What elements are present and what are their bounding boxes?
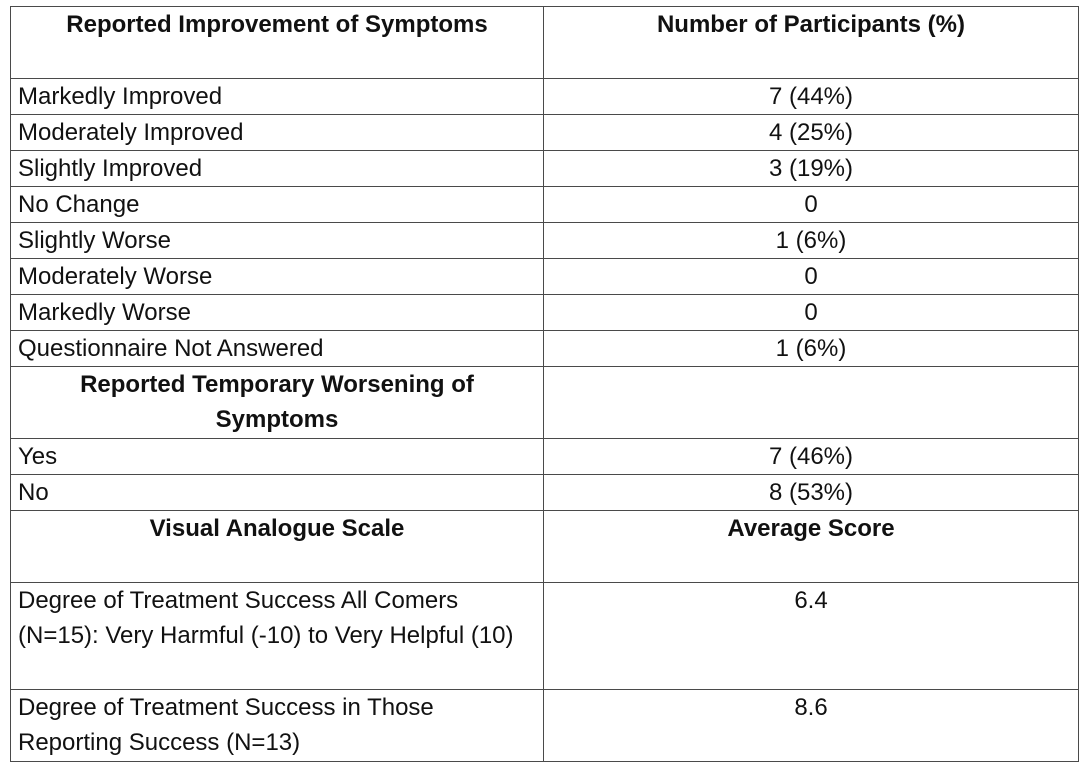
section-header: Visual Analogue Scale xyxy=(11,511,544,583)
row-label: Moderately Worse xyxy=(11,259,544,295)
row-value: 6.4 xyxy=(544,583,1079,690)
row-label: Markedly Improved xyxy=(11,79,544,115)
table-row xyxy=(11,259,1079,295)
table-row xyxy=(11,475,1079,511)
section-header-row xyxy=(11,367,1079,439)
value-header: Average Score xyxy=(544,511,1079,583)
row-label: Degree of Treatment Success in Those Reporting Success (N=13) xyxy=(11,690,544,762)
value-header: Number of Participants (%) xyxy=(544,7,1079,79)
row-value: 7 (46%) xyxy=(544,439,1079,475)
row-value: 1 (6%) xyxy=(544,331,1079,367)
section-header-row xyxy=(11,7,1079,79)
table-row xyxy=(11,115,1079,151)
table-row xyxy=(11,690,1079,762)
section-header: Reported Temporary Worsening of Symptoms xyxy=(11,367,544,439)
row-label: Markedly Worse xyxy=(11,295,544,331)
row-label: Degree of Treatment Success All Comers (N=15): Very Harmful (-10) to Very Helpful (10) xyxy=(11,583,544,690)
table-row xyxy=(11,187,1079,223)
table-row xyxy=(11,223,1079,259)
row-label: Yes xyxy=(11,439,544,475)
value-header xyxy=(544,367,1079,439)
row-label: Moderately Improved xyxy=(11,115,544,151)
table-row xyxy=(11,583,1079,690)
table-row xyxy=(11,79,1079,115)
row-label: Slightly Improved xyxy=(11,151,544,187)
row-value: 8.6 xyxy=(544,690,1079,762)
row-value: 0 xyxy=(544,295,1079,331)
row-value: 1 (6%) xyxy=(544,223,1079,259)
row-label: No Change xyxy=(11,187,544,223)
table-row xyxy=(11,331,1079,367)
row-label: Questionnaire Not Answered xyxy=(11,331,544,367)
table-row xyxy=(11,151,1079,187)
table-row xyxy=(11,295,1079,331)
row-value: 0 xyxy=(544,259,1079,295)
row-value: 8 (53%) xyxy=(544,475,1079,511)
row-value: 4 (25%) xyxy=(544,115,1079,151)
row-label: No xyxy=(11,475,544,511)
row-value: 3 (19%) xyxy=(544,151,1079,187)
table-row xyxy=(11,439,1079,475)
section-header-row xyxy=(11,511,1079,583)
row-value: 0 xyxy=(544,187,1079,223)
results-table xyxy=(10,6,1079,762)
row-value: 7 (44%) xyxy=(544,79,1079,115)
row-label: Slightly Worse xyxy=(11,223,544,259)
section-header: Reported Improvement of Symptoms xyxy=(11,7,544,79)
